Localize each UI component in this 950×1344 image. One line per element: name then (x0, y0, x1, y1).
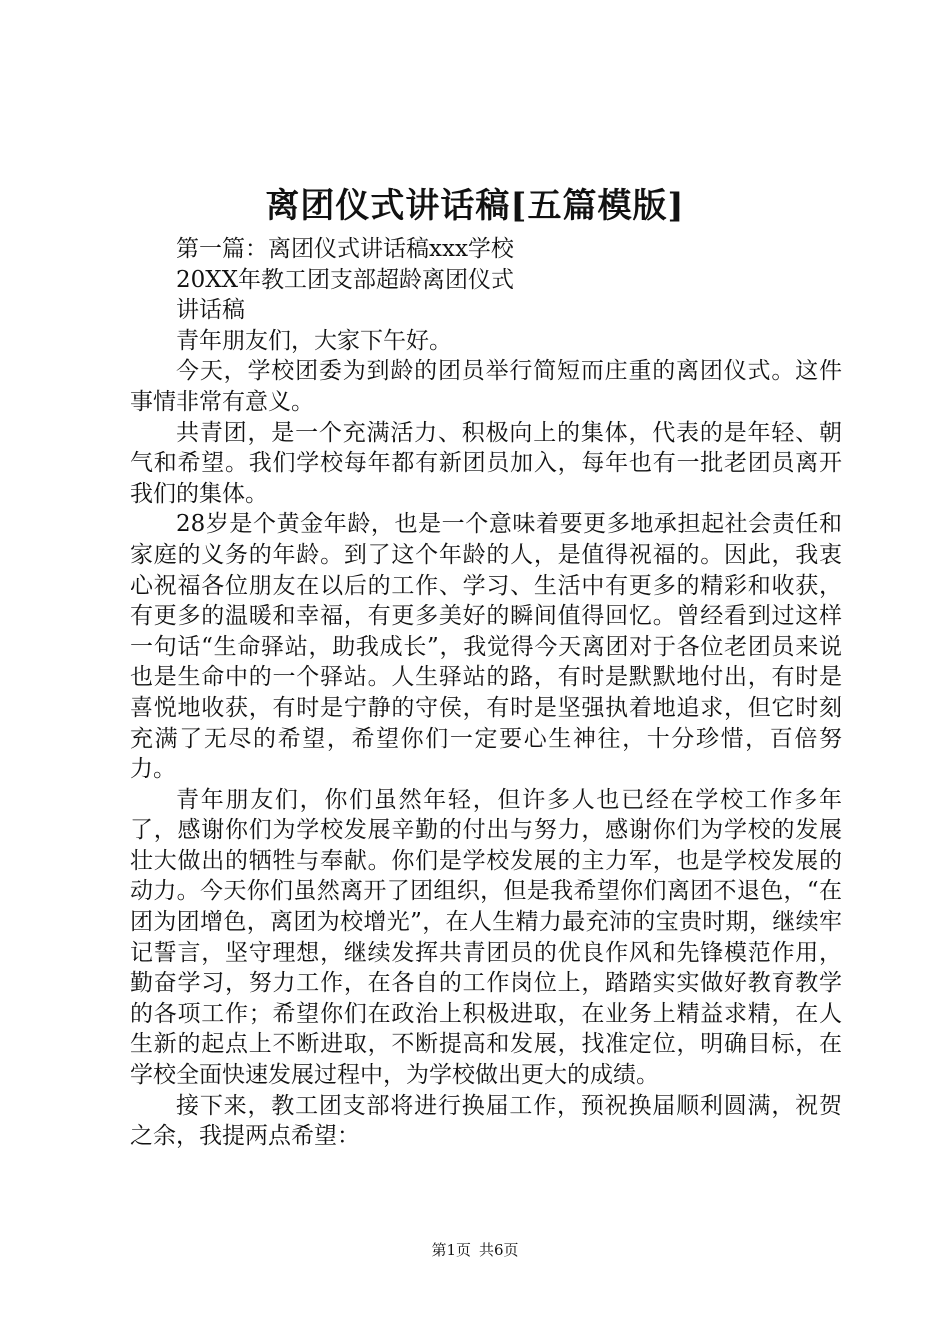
paragraph: 青年朋友们，你们虽然年轻，但许多人也已经在学校工作多年了，感谢你们为学校发展辛勤的付出与努力，感谢你们为学校的发展壮大做出的牺牲与奉献。你们是学校发展的主力军，也是学校发展的动力。今天你们虽然离开了团组织，但是我希望你们离团不退色，“在团为团增色，离团为校增光”，在人生精力最充沛的宝贵时期，继续牢记誓言，坚守理想，继续发挥共青团员的优良作风和先锋模范作用，勤奋学习，努力工作，在各自的工作岗位上，踏踏实实做好教育教学的各项工作；希望你们在政治上积极进取，在业务上精益求精，在人生新的起点上不断进取，不断提高和发展，找准定位，明确目标，在学校全面快速发展过程中，为学校做出更大的成绩。 (130, 786, 842, 1089)
document-body (130, 234, 842, 1152)
paragraph: 讲话稿 (176, 297, 245, 324)
page-number: 第1页 (431, 1241, 471, 1259)
paragraph: 青年朋友们，大家下午好。 (176, 327, 452, 354)
paragraph: 今天，学校团委为到龄的团员举行简短而庄重的离团仪式。这件事情非常有意义。 (130, 358, 842, 415)
page-total: 共6页 (479, 1241, 519, 1259)
paragraph: 20XX年教工团支部超龄离团仪式 (176, 266, 515, 293)
paragraph: 接下来，教工团支部将进行换届工作，预祝换届顺利圆满，祝贺之余，我提两点希望： (130, 1092, 842, 1150)
paragraph: 共青团，是一个充满活力、积极向上的集体，代表的是年轻、朝气和希望。我们学校每年都有新团员加入，每年也有一批老团员离开我们的集体。 (130, 419, 842, 507)
document-title: 离团仪式讲话稿[五篇模版] (265, 186, 685, 226)
paragraph: 第一篇：离团仪式讲话稿xxx学校 (176, 236, 514, 262)
page-footer (0, 1240, 950, 1260)
paragraph: 28岁是个黄金年龄，也是一个意味着要更多地承担起社会责任和家庭的义务的年龄。到了这个年龄的人，是值得祝福的。因此，我衷心祝福各位朋友在以后的工作、学习、生活中有更多的精彩和收获，有更多的温暖和幸福，有更多美好的瞬间值得回忆。曾经看到过这样一句话“生命驿站，助我成长”，我觉得今天离团对于各位老团员来说也是生命中的一个驿站。人生驿站的路，有时是默默地付出，有时是喜悦地收获，有时是宁静的守侯，有时是坚强执着地追求，但它时刻充满了无尽的希望，希望你们一定要心生神往，十分珍惜，百倍努力。 (130, 511, 842, 783)
